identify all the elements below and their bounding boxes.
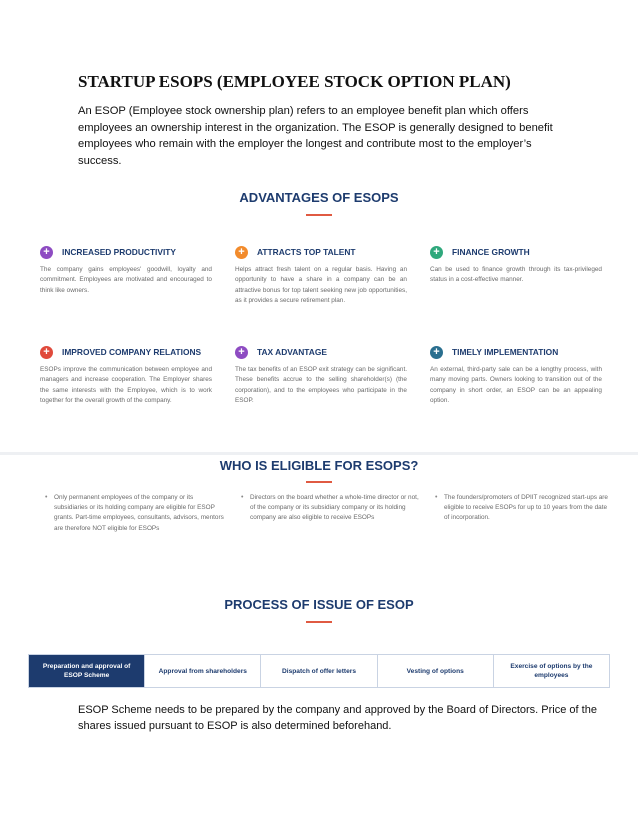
process-tab-exercise[interactable]: Exercise of options by the employees (510, 663, 593, 679)
process-divider (306, 621, 332, 623)
advantages-heading: ADVANTAGES OF ESOPS (239, 190, 399, 205)
eligibility-text: The founders/promoters of DPIIT recognized start-ups are eligible to receive ESOPs for up to 10 years from the date of incorporation. (444, 494, 608, 522)
process-heading: PROCESS OF ISSUE OF ESOP (224, 597, 414, 612)
eligibility-heading: WHO IS ELIGIBLE FOR ESOPS? (219, 458, 419, 473)
advantage-title: IMPROVED COMPANY RELATIONS (62, 347, 202, 357)
process-tab-offer-letters[interactable]: Dispatch of offer letters (261, 655, 377, 687)
process-tab-preparation[interactable]: Preparation and approval of ESOP Scheme (29, 655, 145, 687)
section-divider-band (0, 452, 638, 455)
process-tab-shareholder-approval[interactable]: Approval from shareholders (145, 655, 261, 687)
advantage-card (235, 344, 407, 407)
bullet-icon: • (435, 494, 438, 501)
advantage-card (40, 244, 212, 296)
page-title: STARTUP ESOPS (EMPLOYEE STOCK OPTION PLAN) (78, 72, 511, 91)
advantage-text: Helps attract fresh talent on a regular basis. Having an opportunity to have a share in a company can be an attractive bonus for top talent seeking new job opportunities, as it provides a secure retirement plan. (235, 266, 407, 305)
plus-circle-icon: + (430, 346, 443, 359)
eligibility-item (241, 493, 420, 524)
advantage-card (430, 244, 602, 286)
process-tab-vesting[interactable]: Vesting of options (378, 655, 494, 687)
plus-circle-icon: + (235, 346, 248, 359)
eligibility-item (45, 493, 224, 534)
plus-circle-icon: + (40, 246, 53, 259)
eligibility-item (435, 493, 614, 524)
eligibility-divider (306, 481, 332, 483)
advantage-text: Can be used to finance growth through its tax-privileged status in a cost-effective manner. (430, 266, 602, 284)
bullet-icon: • (45, 494, 48, 501)
eligibility-text: Directors on the board whether a whole-time director or not, of the company or its subsidiary company or its holding company are also eligible to receive ESOPs (250, 494, 419, 522)
advantage-title: ATTRACTS TOP TALENT (257, 247, 356, 257)
advantage-card (235, 244, 407, 307)
advantage-text: An external, third-party sale can be a lengthy process, with many moving parts. Owners looking to transition out of the company in short order, an ESOP can be an appealing option. (430, 366, 602, 405)
advantage-text: ESOPs improve the communication between employee and managers and increase cooperation. The Employer shares the same interests with the Employee, which is to work together for the overall growth of the company. (40, 366, 212, 405)
advantages-divider (306, 214, 332, 216)
advantage-title: TIMELY IMPLEMENTATION (452, 347, 559, 357)
intro-paragraph: An ESOP (Employee stock ownership plan) refers to an employee benefit plan which offers employees an ownership interest in the organization. The ESOP is generally designed to benefit employees who remain with the employer the longest and contribute most to the employer’s success. (78, 105, 553, 167)
process-tabs (28, 654, 610, 688)
plus-circle-icon: + (40, 346, 53, 359)
advantage-title: TAX ADVANTAGE (257, 347, 327, 357)
advantage-card (430, 344, 602, 407)
advantage-title: INCREASED PRODUCTIVITY (62, 247, 177, 257)
plus-circle-icon: + (430, 246, 443, 259)
bullet-icon: • (241, 494, 244, 501)
eligibility-text: Only permanent employees of the company or its subsidiaries or its holding company are eligible for ESOP grants. Part-time employees, consultants, advisors, mentors are therefore NOT eligible for ESOPs (54, 494, 224, 532)
advantage-title: FINANCE GROWTH (452, 247, 530, 257)
advantage-text: The tax benefits of an ESOP exit strategy can be significant. These benefits accrue to the selling shareholder(s) (the corporation), and to the employees who participate in the ESOP. (235, 366, 407, 405)
plus-circle-icon: + (235, 246, 248, 259)
advantage-card (40, 344, 212, 407)
process-description: ESOP Scheme needs to be prepared by the company and approved by the Board of Directors. Price of the shares issued pursuant to ESOP is also determined beforehand. (78, 704, 597, 732)
advantage-text: The company gains employees' goodwill, loyalty and commitment. Employees are motivated and encouraged to think like owners. (40, 266, 212, 294)
